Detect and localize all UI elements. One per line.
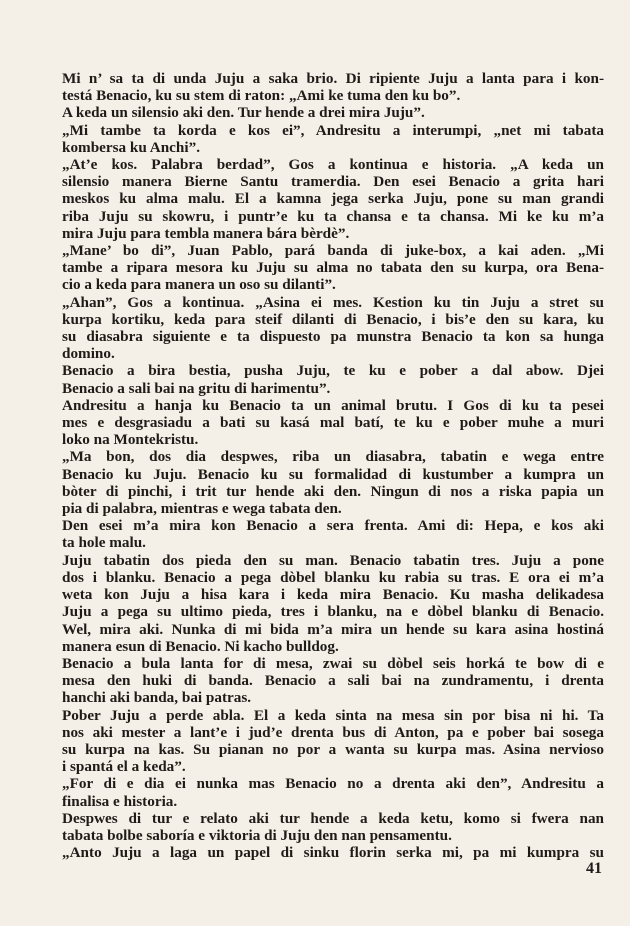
text-line: Wel, mira aki. Nunka di mi bida m’a mira un hende su kara asina hostiná bbox=[62, 620, 604, 638]
paragraph bbox=[62, 552, 604, 655]
text-line: tambe a ripara mesora ku Juju su alma no tabata den su kurpa, ora Bena- bbox=[62, 259, 604, 277]
paragraph bbox=[62, 362, 604, 396]
paragraph bbox=[62, 448, 604, 517]
text-line: „At’e kos. Palabra berdad”, Gos a kontinua e historia. „A keda un bbox=[62, 156, 604, 174]
text-line: Andresitu a hanja ku Benacio ta un animal brutu. I Gos di ku ta pesei bbox=[62, 396, 604, 414]
text-line: mira Juju para tembla manera bára bèrdè”. bbox=[62, 224, 350, 242]
text-line: i spantá el a keda”. bbox=[62, 758, 186, 776]
text-line: Mi n’ sa ta di unda Juju a saka brio. Di ripiente Juju a lanta para i kon- bbox=[62, 70, 604, 87]
text-line: su kurpa na kas. Su pianan no por a wanta su kurpa mas. Asina nervioso bbox=[62, 740, 604, 758]
paragraph bbox=[62, 104, 604, 121]
paragraph bbox=[62, 242, 604, 294]
text-line: pia di palabra, mientras e wega tabata den. bbox=[62, 500, 342, 518]
text-line: silensio manera Bierne Santu tramerdia. Den esei Benacio a grita hari bbox=[62, 173, 604, 191]
paragraph bbox=[62, 156, 604, 242]
text-line: Pober Juju a perde abla. El a keda sinta na mesa sin por bisa ni hi. Ta bbox=[62, 706, 604, 724]
text-line: manera esun di Benacio. Ni kacho bulldog. bbox=[62, 637, 339, 655]
text-line: Benacio ku Juju. Benacio ku su formalidad di kustumber a kumpra un bbox=[62, 465, 604, 483]
text-line: meskos ku alma malu. El a kamna jega serka Juju, pone su man grandi bbox=[62, 190, 604, 208]
text-line: „For di e dia ei nunka mas Benacio no a drenta aki den”, Andresitu a bbox=[62, 775, 604, 793]
text-line: loko na Montekristu. bbox=[62, 431, 199, 449]
text-line: dos i blanku. Benacio a pega dòbel blanku ku rabia su tras. E ora ei m’a bbox=[62, 568, 604, 586]
text-line: „Mi tambe ta korda e kos ei”, Andresitu a interumpi, „net mi tabata bbox=[62, 121, 604, 139]
paragraph bbox=[62, 775, 604, 809]
text-line: domino. bbox=[62, 345, 115, 363]
text-line: kombersa ku Anchi”. bbox=[62, 138, 200, 156]
text-line: „Anto Juju a laga un papel di sinku florin serka mi, pa mi kumpra su bbox=[62, 844, 604, 862]
text-line: bòter di pinchi, i trit tur hende aki den. Ningun di nos a riska papia un bbox=[62, 482, 604, 500]
paragraph bbox=[62, 294, 604, 363]
text-line: A keda un silensio aki den. Tur hende a drei mira Juju”. bbox=[62, 104, 425, 122]
text-line: mesa den huki di banda. Benacio a sali bai na zundramentu, i drenta bbox=[62, 672, 604, 690]
paragraph bbox=[62, 844, 604, 861]
text-line: finalisa e historia. bbox=[62, 792, 178, 810]
paragraph bbox=[62, 70, 604, 104]
paragraph bbox=[62, 122, 604, 156]
text-line: Benacio a sali bai na gritu di harimentu”. bbox=[62, 379, 331, 397]
paragraph bbox=[62, 397, 604, 449]
text-line: riba Juju su skowru, i puntr’e ku ta chansa e ta chansa. Mi ke ku m’a bbox=[62, 207, 604, 225]
paragraph bbox=[62, 517, 604, 551]
text-line: Despwes di tur e relato aki tur hende a keda ketu, komo si fwera nan bbox=[62, 809, 604, 827]
paragraph bbox=[62, 655, 604, 707]
text-line: nos aki mester a lant’e i jud’e drenta bus di Anton, pa e pober bai sosega bbox=[62, 723, 604, 741]
text-line: kurpa kortiku, keda para steif dilanti di Benacio, i bis’e den su kara, ku bbox=[62, 310, 604, 328]
body-text bbox=[62, 70, 604, 861]
text-line: „Ma bon, dos dia despwes, riba un diasabra, tabatin e wega entre bbox=[62, 448, 604, 466]
text-line: cio a keda para manera un oso su dilanti”. bbox=[62, 276, 336, 294]
text-line: su diasabra siguiente e ta dispuesto pa munstra Benacio ta kon sa hunga bbox=[62, 328, 604, 346]
text-line: „Ahan”, Gos a kontinua. „Asina ei mes. Kestion ku tin Juju a stret su bbox=[62, 293, 604, 311]
text-line: hanchi aki banda, bai patras. bbox=[62, 689, 252, 707]
page-number: 41 bbox=[586, 860, 602, 877]
text-line: tabata bolbe saboría e viktoria di Juju den nan pensamentu. bbox=[62, 826, 452, 844]
text-line: Den esei m’a mira kon Benacio a sera frenta. Ami di: Hepa, e kos aki bbox=[62, 517, 604, 535]
text-line: Benacio a bula lanta for di mesa, zwai su dòbel seis horká te bow di e bbox=[62, 654, 604, 672]
text-line: Juju tabatin dos pieda den su man. Benacio tabatin tres. Juju a pone bbox=[62, 551, 604, 569]
text-line: mes e desgrasiadu a bati su kasá mal batí, te ku e pober muhe a muri bbox=[62, 414, 604, 432]
text-line: ta hole malu. bbox=[62, 534, 146, 552]
paragraph bbox=[62, 707, 604, 776]
text-line: testá Benacio, ku su stem di raton: „Ami ke tuma den ku bo”. bbox=[62, 87, 461, 105]
text-line: Benacio a bira bestia, pusha Juju, te ku e pober a dal abow. Djei bbox=[62, 362, 604, 380]
text-line: „Mane’ bo di”, Juan Pablo, pará banda di juke-box, a kai aden. „Mi bbox=[62, 242, 604, 260]
text-line: Juju a pega su ultimo pieda, tres i blanku, na e dòbel blanku di Benacio. bbox=[62, 603, 604, 621]
text-line: weta kon Juju a hisa kara i keda mira Benacio. Ku masha delikadesa bbox=[62, 586, 604, 604]
paragraph bbox=[62, 810, 604, 844]
